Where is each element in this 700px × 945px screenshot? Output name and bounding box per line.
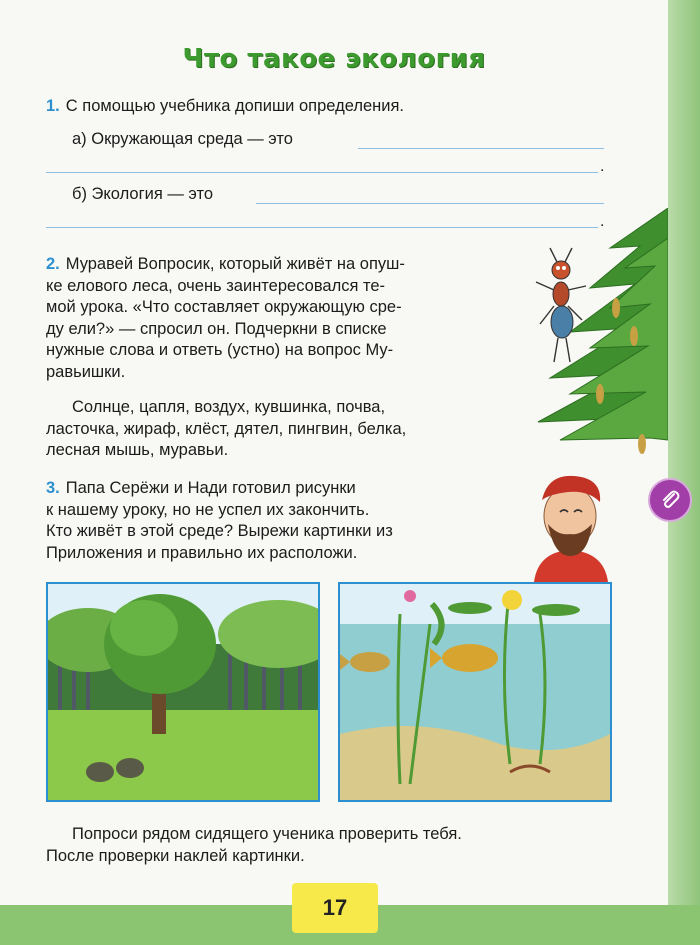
paperclip-glyph: [658, 488, 682, 512]
forest-picture[interactable]: [46, 582, 320, 802]
pond-picture[interactable]: [338, 582, 612, 802]
page-number: 17: [292, 883, 378, 933]
answer-line-1a[interactable]: [358, 148, 604, 149]
task-2-line-5: нужные слова и ответь (устно) на вопрос Му-: [46, 341, 394, 359]
task-2: [46, 254, 512, 383]
answer-line-1a-2[interactable]: [46, 172, 598, 173]
answer-dot-1a: .: [600, 158, 605, 175]
task-3: [46, 478, 512, 564]
task-2-number: 2.: [46, 255, 60, 273]
pond-illustration: [340, 584, 610, 800]
bearded-man-icon: [528, 472, 612, 582]
answer-line-1b-2[interactable]: [46, 227, 598, 228]
word-list-line-1[interactable]: Солнце, цапля, воздух, кувшинка, почва,: [72, 398, 386, 416]
task-2-line-2: ке елового леса, очень заинтересовался те-: [46, 276, 386, 295]
task-1b-label: б) Экология — это: [72, 185, 214, 203]
task-3-line-2: к нашему уроку, но не успел их закончить.: [46, 500, 370, 519]
task-2-line-4: ду ели?» — спросил он. Подчеркни в списке: [46, 319, 387, 338]
task-1-number: 1.: [46, 97, 60, 115]
task-3-line-3: Кто живёт в этой среде? Вырежи картинки из: [46, 522, 393, 540]
task-1-text: С помощью учебника допиши определения.: [65, 97, 404, 115]
word-list-line-3[interactable]: лесная мышь, муравьи.: [46, 441, 229, 459]
task-1: [46, 96, 404, 118]
page-title: Что такое экология: [182, 44, 486, 74]
task-3-line-4: Приложения и правильно их расположи.: [46, 543, 358, 562]
task-2-line-1: Муравей Вопросик, который живёт на опуш-: [65, 255, 405, 273]
task-2-line-6: равьишки.: [46, 362, 126, 381]
paperclip-icon[interactable]: [648, 478, 692, 522]
word-list: [46, 397, 512, 462]
check-note-line-2: После проверки наклей картинки.: [46, 846, 305, 865]
forest-illustration: [48, 584, 318, 800]
task-2-line-3: мой урока. «Что составляет окружающую сре-: [46, 298, 402, 316]
check-note: [46, 824, 610, 867]
task-3-line-1: Папа Серёжи и Нади готовил рисунки: [65, 479, 356, 497]
ant-character-icon: [532, 246, 588, 364]
check-note-line-1: Попроси рядом сидящего ученика проверить тебя.: [72, 825, 462, 843]
task-3-number: 3.: [46, 479, 60, 497]
task-1a-label: а) Окружающая среда — это: [72, 130, 293, 148]
answer-line-1b[interactable]: [256, 203, 604, 204]
page-edge: [668, 0, 700, 945]
answer-dot-1b: .: [600, 213, 605, 230]
word-list-line-2[interactable]: ласточка, жираф, клёст, дятел, пингвин, белка,: [46, 419, 407, 438]
